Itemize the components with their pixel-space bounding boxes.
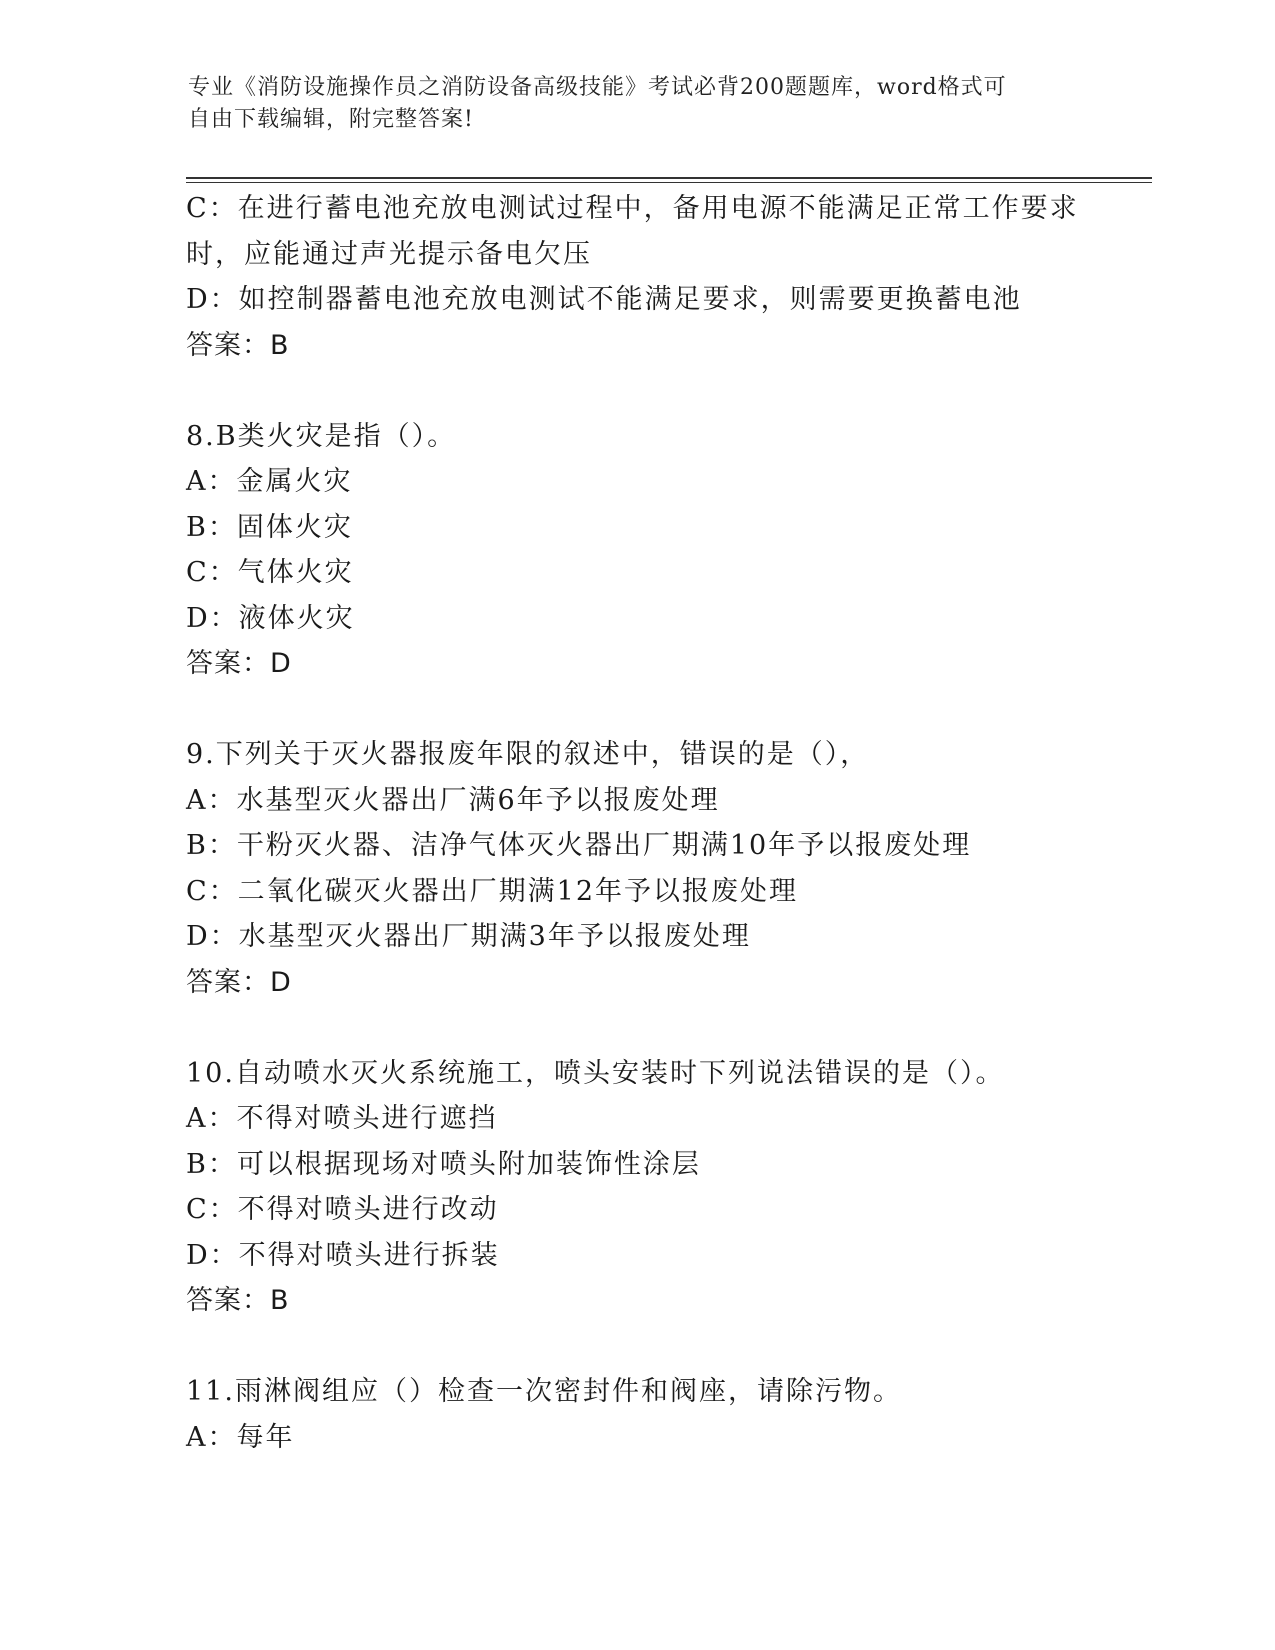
option-a: A：不得对喷头进行遮挡 — [186, 1103, 498, 1134]
spacer — [186, 368, 1086, 414]
option-c: C：气体火灾 — [186, 557, 354, 588]
header-line-1: 专业《消防设施操作员之消防设备高级技能》考试必背200题题库，word格式可 — [188, 75, 1007, 100]
header-line-2: 自由下载编辑，附完整答案! — [188, 107, 474, 132]
question-content — [186, 186, 1086, 1460]
option-a: A：每年 — [186, 1421, 295, 1453]
option-d: D：液体火灾 — [186, 602, 355, 634]
answer-label: 答案：B — [186, 329, 290, 361]
header-divider-thick — [186, 177, 1152, 179]
option-c: C：在进行蓄电池充放电测试过程中，备用电源不能满足正常工作要求 — [186, 193, 1079, 224]
spacer — [186, 1324, 1086, 1370]
option-c: C：不得对喷头进行改动 — [186, 1194, 499, 1225]
question-title: 11.雨淋阀组应（）检查一次密封件和阀座，请除污物。 — [186, 1376, 902, 1407]
question-title: 8.B类火灾是指（）。 — [186, 420, 457, 452]
document-header — [188, 72, 1068, 136]
option-d: D：不得对喷头进行拆装 — [186, 1239, 500, 1271]
option-b: B：固体火灾 — [186, 511, 353, 543]
question-11 — [186, 1369, 1086, 1460]
option-c: C：二氧化碳灭火器出厂期满12年予以报废处理 — [186, 875, 799, 907]
option-b: B：可以根据现场对喷头附加装饰性涂层 — [186, 1148, 701, 1180]
question-8 — [186, 414, 1086, 687]
option-d: D：如控制器蓄电池充放电测试不能满足要求，则需要更换蓄电池 — [186, 284, 1022, 315]
question-title: 9.下列关于灭火器报废年限的叙述中，错误的是（）， — [186, 739, 870, 770]
option-a: A：水基型灭火器出厂满6年予以报废处理 — [186, 784, 720, 816]
spacer — [186, 687, 1086, 733]
question-10 — [186, 1051, 1086, 1324]
option-a: A：金属火灾 — [186, 466, 353, 497]
question-7-continued — [186, 186, 1086, 368]
question-title: 10.自动喷水灭火系统施工，喷头安装时下列说法错误的是（）。 — [186, 1057, 1005, 1089]
option-c-continued: 时，应能通过声光提示备电欠压 — [186, 238, 592, 270]
question-9 — [186, 732, 1086, 1005]
answer-label: 答案：B — [186, 1285, 290, 1316]
header-divider-thin — [186, 182, 1152, 183]
answer-label: 答案：D — [186, 648, 292, 679]
option-b: B：干粉灭火器、洁净气体灭火器出厂期满10年予以报废处理 — [186, 830, 972, 861]
spacer — [186, 1005, 1086, 1051]
option-d: D：水基型灭火器出厂期满3年予以报废处理 — [186, 921, 751, 952]
answer-label: 答案：D — [186, 966, 292, 998]
